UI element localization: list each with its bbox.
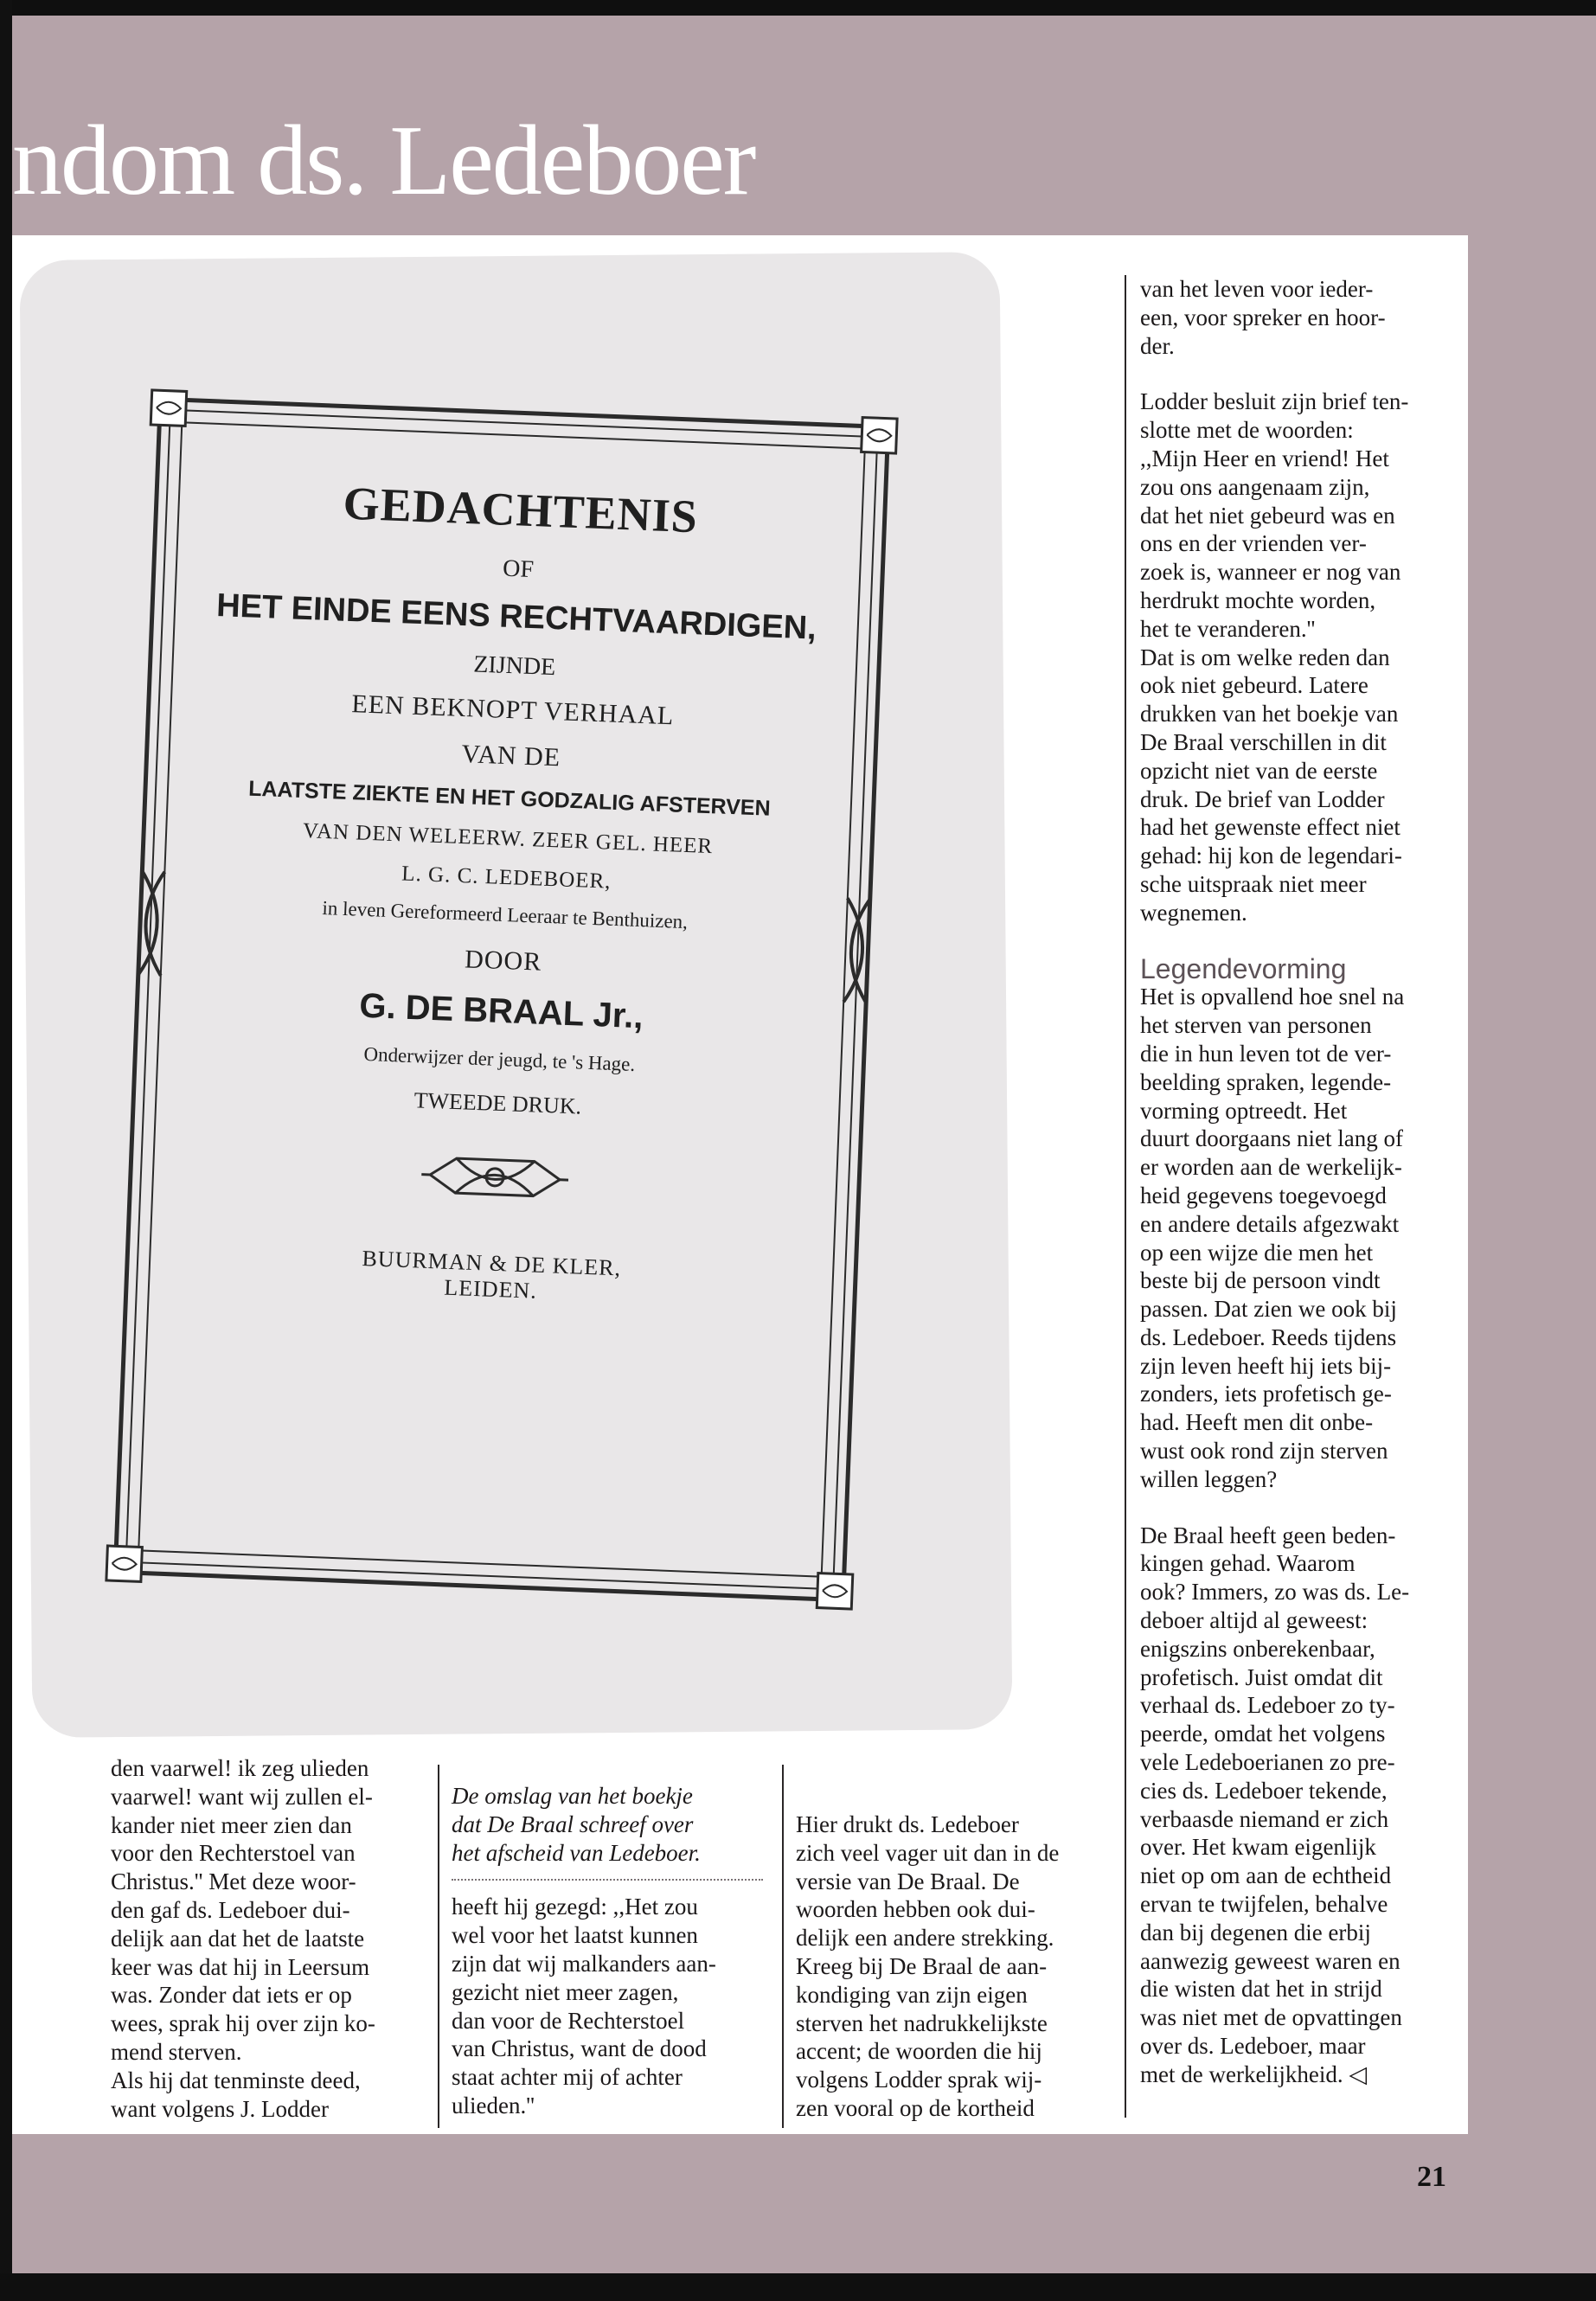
text-line: kondiging van zijn eigen: [796, 1981, 1028, 2008]
cover-text: [114, 469, 898, 1317]
text-line: over ds. Ledeboer, maar: [1140, 2033, 1366, 2060]
text-line: sterven het nadrukkelijkste: [796, 2009, 1048, 2036]
text-line: Dat is om welke reden dan: [1140, 644, 1390, 670]
text-line: dat het niet gebeurd was en: [1140, 502, 1395, 529]
cover-door: DOOR: [464, 945, 542, 977]
text-line: versie van De Braal. De: [796, 1868, 1020, 1894]
cover-city: LEIDEN.: [443, 1274, 538, 1304]
text-line: den vaarwel! ik zeg ulieden: [111, 1755, 369, 1781]
text-line: was niet met de opvattingen: [1140, 2004, 1402, 2031]
text-line: dan voor de Rechterstoel: [452, 2007, 685, 2034]
text-line: ook? Immers, zo was ds. Le-: [1140, 1579, 1410, 1606]
text-line: delijk aan dat het de laatste: [111, 1925, 365, 1952]
text-line: zou ons aangenaam zijn,: [1140, 473, 1370, 500]
text-line: ons en der vrienden ver-: [1140, 530, 1367, 557]
left-border: [0, 0, 12, 2301]
column-rule: [1125, 275, 1126, 2118]
text-line: opzicht niet van de eerste: [1140, 757, 1378, 784]
text-line: De Braal heeft geen beden-: [1140, 1522, 1396, 1548]
photo-caption: [452, 1782, 763, 1881]
bottom-border: [0, 2273, 1596, 2301]
cover-leeraar: in leven Gereformeerd Leeraar te Benthuizen,: [322, 897, 689, 933]
section-subhead: Legendevorming: [1140, 952, 1347, 984]
text-line: had. Heeft men dit onbe-: [1140, 1409, 1374, 1436]
text-line: want volgens J. Lodder: [111, 2095, 329, 2122]
cover-onderwijzer: Onderwijzer der jeugd, te 's Hage.: [363, 1043, 636, 1076]
cover-title: GEDACHTENIS: [342, 477, 699, 543]
text-line: verhaal ds. Ledeboer zo ty-: [1140, 1692, 1395, 1719]
column-2: [452, 1782, 763, 2120]
text-line: zonders, iets profetisch ge-: [1140, 1381, 1392, 1407]
text-line: drukken van het boekje van: [1140, 701, 1399, 727]
text-line: slotte met de woorden:: [1140, 417, 1354, 444]
text-line: mend sterven.: [111, 2038, 242, 2065]
text-line: zich veel vager uit dan in de: [796, 1839, 1060, 1866]
text-line: wust ook rond zijn sterven: [1140, 1438, 1388, 1465]
column-rule: [438, 1765, 439, 2128]
text-line: enigszins onberekenbaar,: [1140, 1635, 1375, 1662]
page-title: ndom ds. Ledeboer: [12, 106, 755, 216]
text-line: wees, sprak hij over zijn ko-: [111, 2010, 375, 2037]
text-line: wegnemen.: [1140, 899, 1247, 926]
text-line: zen vooral op de kortheid: [796, 2094, 1035, 2121]
caption-line: De omslag van het boekje: [452, 1783, 693, 1809]
text-line: ook niet gebeurd. Latere: [1140, 672, 1368, 699]
text-line: accent; de woorden die hij: [796, 2038, 1042, 2065]
ornament-icon: [420, 1148, 569, 1205]
text-line: zijn leven heeft hij iets bij-: [1140, 1352, 1392, 1379]
text-line: met de werkelijkheid. ◁: [1140, 2061, 1368, 2087]
text-line: vaarwel! want wij zullen el-: [111, 1783, 373, 1810]
text-line: het te veranderen.'': [1140, 615, 1316, 642]
text-line: passen. Dat zien we ook bij: [1140, 1296, 1397, 1323]
cover-author: G. DE BRAAL Jr.,: [358, 987, 644, 1036]
cover-zijnde: ZIJNDE: [472, 651, 556, 682]
cover-subtitle: HET EINDE EENS RECHTVAARDIGEN,: [215, 587, 817, 647]
text-line: verbaasde niemand er zich: [1140, 1805, 1389, 1832]
text-line: gezicht niet meer zagen,: [452, 1978, 679, 2005]
text-line: over. Het kwam eigenlijk: [1140, 1834, 1376, 1861]
text-line: beste bij de persoon vindt: [1140, 1267, 1381, 1294]
text-line: peerde, omdat het volgens: [1140, 1721, 1386, 1747]
caption-line: dat De Braal schreef over: [452, 1811, 694, 1837]
text-line: Kreeg bij De Braal de aan-: [796, 1952, 1048, 1979]
text-line: sche uitspraak niet meer: [1140, 870, 1367, 897]
text-line: der.: [1140, 332, 1175, 359]
text-line: keer was dat hij in Leersum: [111, 1953, 370, 1980]
text-line: die in hun leven tot de ver-: [1140, 1040, 1392, 1067]
text-line: wel voor het laatst kunnen: [452, 1922, 698, 1949]
text-line: vele Ledeboerianen zo pre-: [1140, 1749, 1395, 1776]
text-line: Lodder besluit zijn brief ten-: [1140, 388, 1409, 415]
text-line: herdrukt mochte worden,: [1140, 586, 1376, 613]
text-line: dan bij degenen die erbij: [1140, 1919, 1371, 1945]
cover-van-de: VAN DE: [460, 739, 561, 772]
text-line: cies ds. Ledeboer tekende,: [1140, 1777, 1388, 1804]
text-line: kingen gehad. Waarom: [1140, 1550, 1356, 1577]
text-line: ulieden.'': [452, 2092, 535, 2118]
caption-line: het afscheid van Ledeboer.: [452, 1839, 701, 1866]
text-line: er worden aan de werkelijk-: [1140, 1154, 1402, 1181]
text-line: aanwezig geweest waren en: [1140, 1947, 1401, 1974]
cover-verhaal: EEN BEKNOPT VERHAAL: [350, 689, 675, 731]
text-line: Als hij dat tenminste deed,: [111, 2067, 361, 2093]
text-line: druk. De brief van Lodder: [1140, 785, 1385, 812]
text-line: heeft hij gezegd: ,,Het zou: [452, 1894, 698, 1920]
cover-laatste: LAATSTE ZIEKTE EN HET GODZALIG AFSTERVEN: [247, 776, 772, 821]
text-line: niet op om aan de echtheid: [1140, 1862, 1392, 1889]
text-line: kander niet meer zien dan: [111, 1811, 352, 1838]
text-line: en andere details afgezwakt: [1140, 1210, 1400, 1237]
cover-publisher: BUURMAN & DE KLER,: [362, 1245, 622, 1281]
text-line: ds. Ledeboer. Reeds tijdens: [1140, 1324, 1397, 1350]
text-line: het sterven van personen: [1140, 1012, 1372, 1039]
right-column: [1140, 275, 1452, 2089]
text-line: zoek is, wanneer er nog van: [1140, 559, 1401, 586]
text-line: had het gewenste effect niet: [1140, 814, 1401, 841]
text-line: op een wijze die men het: [1140, 1239, 1374, 1266]
text-line: zijn dat wij malkanders aan-: [452, 1950, 716, 1977]
text-line: woorden hebben ook dui-: [796, 1896, 1035, 1923]
text-line: van Christus, want de dood: [452, 2035, 707, 2062]
text-line: heid gegevens toegevoegd: [1140, 1182, 1387, 1208]
text-line: vorming optreedt. Het: [1140, 1097, 1348, 1124]
cover-weleerw: VAN DEN WELEERW. ZEER GEL. HEER: [302, 818, 714, 859]
text-line: een, voor spreker en hoor-: [1140, 304, 1386, 330]
text-line: Het is opvallend hoe snel na: [1140, 984, 1405, 1010]
text-line: staat achter mij of achter: [452, 2064, 683, 2091]
text-line: volgens Lodder sprak wij-: [796, 2067, 1042, 2093]
column-3: [796, 1811, 1107, 2123]
text-line: delijk een andere strekking.: [796, 1925, 1054, 1952]
text-line: Christus.'' Met deze woor-: [111, 1868, 356, 1895]
cover-of: OF: [502, 554, 535, 584]
text-line: duurt doorgaans niet lang of: [1140, 1125, 1403, 1152]
cover-name: L. G. C. LEDEBOER,: [401, 862, 612, 894]
text-line: ,,Mijn Heer en vriend! Het: [1140, 445, 1389, 471]
text-line: willen leggen?: [1140, 1465, 1278, 1492]
page-number: 21: [1417, 2161, 1446, 2193]
text-line: De Braal verschillen in dit: [1140, 728, 1387, 755]
column-rule: [782, 1765, 784, 2128]
text-line: van het leven voor ieder-: [1140, 276, 1374, 302]
text-line: profetisch. Juist omdat dit: [1140, 1663, 1383, 1690]
text-line: gehad: hij kon de legendari-: [1140, 843, 1402, 869]
top-border: [0, 0, 1596, 16]
book-cover: [103, 387, 901, 1612]
text-line: Hier drukt ds. Ledeboer: [796, 1811, 1019, 1837]
cover-druk: TWEEDE DRUK.: [413, 1086, 582, 1119]
text-line: deboer altijd al geweest:: [1140, 1607, 1368, 1634]
text-line: den gaf ds. Ledeboer dui-: [111, 1896, 350, 1923]
text-line: voor den Rechterstoel van: [111, 1840, 356, 1867]
column-1: [111, 1754, 409, 2123]
text-line: die wisten dat het in strijd: [1140, 1976, 1382, 2003]
text-line: ervan te twijfelen, behalve: [1140, 1891, 1388, 1918]
text-line: beelding spraken, legende-: [1140, 1068, 1392, 1095]
text-line: was. Zonder dat iets er op: [111, 1982, 352, 2009]
